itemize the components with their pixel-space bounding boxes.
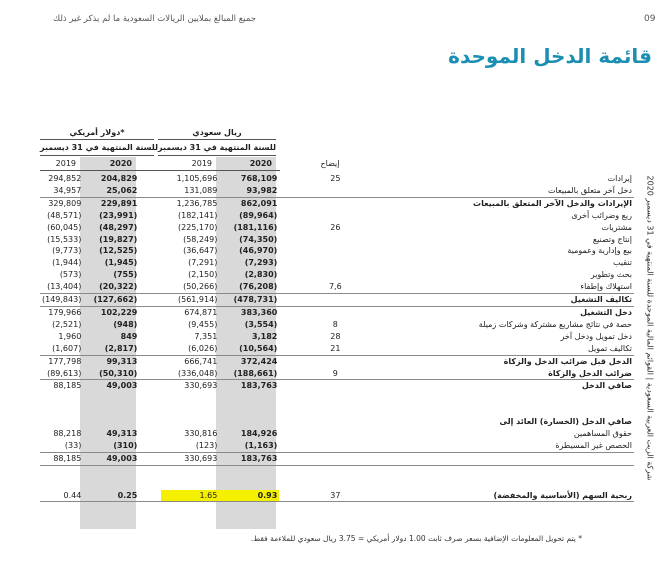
usd-2019-cell: 34,957 bbox=[40, 185, 83, 197]
usd-2020-cell: (23,991) bbox=[99, 210, 138, 220]
spacer bbox=[279, 416, 303, 428]
usd-2019-cell: 1,960 bbox=[58, 331, 82, 341]
note-cell bbox=[303, 306, 367, 318]
spacer bbox=[139, 452, 161, 465]
table-row bbox=[40, 368, 634, 380]
spacer bbox=[139, 234, 161, 246]
spacer bbox=[279, 173, 303, 185]
usd-2020-cell: 49,003 bbox=[106, 381, 138, 391]
spacer bbox=[279, 440, 303, 452]
sar-2020-cell bbox=[219, 465, 279, 477]
table-row bbox=[40, 319, 634, 331]
sar-2020-cell: (46,970) bbox=[239, 246, 278, 256]
sar-2019-cell: (336,048) bbox=[161, 368, 219, 380]
usd-2020-cell: (310) bbox=[83, 440, 139, 452]
line-item-label: ضرائب الدخل والزكاة bbox=[367, 368, 634, 380]
usd-2020-cell: (755) bbox=[113, 270, 138, 280]
note-cell bbox=[303, 245, 367, 257]
sar-2020-cell: 372,424 bbox=[240, 356, 278, 366]
usd-2019-cell: (60,045) bbox=[47, 222, 82, 232]
spacer bbox=[279, 294, 303, 307]
spacer bbox=[139, 294, 161, 307]
spacer bbox=[139, 197, 161, 209]
note-cell bbox=[303, 440, 367, 452]
sar-2020-cell bbox=[219, 416, 279, 428]
line-item-label: دخل تمويل ودخل آخر bbox=[560, 331, 632, 341]
sar-2019-cell: 1.65 bbox=[161, 490, 219, 502]
line-item-label: تكاليف التشغيل bbox=[367, 294, 634, 307]
spacer bbox=[279, 245, 303, 257]
note-cell: 26 bbox=[330, 222, 341, 232]
table-row bbox=[40, 269, 634, 281]
line-item-label: مشتريات bbox=[601, 222, 632, 232]
usd-2020-cell bbox=[83, 416, 139, 428]
note-column-header: إيضاح bbox=[320, 159, 340, 168]
line-item-label: إنتاج وتصنيع bbox=[592, 234, 632, 244]
usd-period-rule bbox=[40, 155, 154, 156]
usd-2019-cell: 294,852 bbox=[48, 174, 82, 183]
line-item-label: ريع وضرائب أخرى bbox=[571, 210, 632, 220]
table-row bbox=[40, 197, 634, 209]
spacer bbox=[279, 368, 303, 380]
line-item-label: ربحية السهم (الأساسية والمخفضة) bbox=[367, 490, 634, 502]
sar-2019-cell bbox=[161, 478, 219, 490]
sar-2019-cell: 7,351 bbox=[194, 331, 218, 341]
sar-2020-cell: (76,208) bbox=[219, 281, 279, 293]
usd-2019-cell: (149,843) bbox=[40, 294, 83, 307]
spacer bbox=[139, 210, 161, 222]
line-item-label bbox=[367, 465, 634, 477]
usd-2019-cell: 0.44 bbox=[40, 490, 83, 502]
sar-2020-cell: (2,830) bbox=[244, 270, 278, 280]
spacer bbox=[139, 416, 161, 428]
spacer bbox=[279, 234, 303, 246]
table-row bbox=[40, 222, 634, 234]
sidebar-text: شركة الزيت العربية السعودية | القوائم المالية الموحدة للسنة المنتهية في 31 ديسمبر 2020 bbox=[645, 175, 655, 481]
usd-2019-cell: (89,613) bbox=[40, 368, 83, 380]
spacer bbox=[139, 404, 161, 416]
usd-2020-cell: 25,062 bbox=[83, 185, 139, 197]
note-cell: 25 bbox=[330, 174, 341, 183]
line-item-label: الدخل قبل ضرائب الدخل والزكاة bbox=[503, 356, 632, 366]
usd-2020-cell bbox=[83, 392, 139, 404]
usd-2020-cell: 49,313 bbox=[106, 429, 138, 438]
usd-2020-cell: (948) bbox=[113, 319, 138, 329]
sar-2020-cell: (478,731) bbox=[219, 294, 279, 307]
usd-header-rule bbox=[40, 139, 154, 140]
table-row bbox=[40, 245, 634, 257]
spacer bbox=[279, 343, 303, 355]
sar-2019-cell: (6,026) bbox=[161, 343, 219, 355]
sar-2020-cell: (188,661) bbox=[219, 368, 279, 380]
usd-2019-cell: (33) bbox=[40, 440, 83, 452]
note-cell bbox=[303, 452, 367, 465]
sar-2019-cell: 330,693 bbox=[161, 452, 219, 465]
usd-2020-cell bbox=[83, 465, 139, 477]
line-item-label: بيع وإدارية وعمومية bbox=[567, 246, 632, 256]
note-cell: 28 bbox=[330, 331, 341, 341]
spacer bbox=[139, 392, 161, 404]
sar-2020-cell: (74,350) bbox=[239, 234, 278, 244]
usd-2019-cell: 88,185 bbox=[53, 381, 82, 391]
usd-2019-cell: (9,773) bbox=[52, 246, 82, 256]
sar-2019-cell: 131,089 bbox=[161, 185, 219, 197]
table-row bbox=[40, 234, 634, 246]
usd-2020-cell: (1,945) bbox=[104, 258, 138, 268]
line-item-label bbox=[367, 404, 634, 416]
sar-2020-cell: 183,763 bbox=[240, 381, 278, 391]
sar-2020-cell: 184,926 bbox=[240, 429, 278, 438]
table-row bbox=[40, 416, 634, 428]
income-statement-table bbox=[40, 173, 634, 502]
sar-2019-cell: (58,249) bbox=[183, 234, 218, 244]
sar-2019-cell: 1,236,785 bbox=[176, 198, 218, 208]
sar-2019-cell: (7,291) bbox=[188, 258, 218, 268]
spacer bbox=[279, 281, 303, 293]
line-item-label: الإيرادات والدخل الآخر المتعلق بالمبيعات bbox=[473, 198, 632, 208]
spacer bbox=[279, 465, 303, 477]
line-item-label: الحصص غير المسيطرة bbox=[367, 440, 634, 452]
note-cell bbox=[303, 428, 367, 440]
usd-2020-cell: 204,829 bbox=[100, 174, 138, 183]
spacer bbox=[279, 222, 303, 234]
sidebar-caption bbox=[640, 108, 660, 548]
table-row bbox=[40, 210, 634, 222]
usd-2020-cell: 49,003 bbox=[83, 452, 139, 465]
sar-2019-cell: 1,105,696 bbox=[176, 174, 218, 183]
usd-group-header: دولار أمريكي* bbox=[69, 128, 125, 137]
note-cell bbox=[303, 185, 367, 197]
note-cell bbox=[303, 197, 367, 209]
spacer bbox=[279, 306, 303, 318]
sar-2020-cell: 3,182 bbox=[252, 331, 278, 341]
usd-2020-cell: (2,817) bbox=[83, 343, 139, 355]
sar-2020-cell: (181,116) bbox=[233, 222, 278, 232]
table-row bbox=[40, 173, 634, 185]
spacer bbox=[139, 355, 161, 367]
sar-2019-year: 2019 bbox=[191, 159, 212, 168]
spacer bbox=[279, 452, 303, 465]
spacer bbox=[279, 490, 303, 502]
spacer bbox=[139, 306, 161, 318]
table-row bbox=[40, 380, 634, 392]
note-cell: 7,6 bbox=[303, 281, 367, 293]
line-item-label: صافي الدخل (الخسارة) العائد إلى bbox=[499, 417, 632, 427]
sar-2019-cell bbox=[161, 465, 219, 477]
page-number: 09 bbox=[644, 14, 656, 24]
sar-2020-cell: (1,163) bbox=[219, 440, 279, 452]
note-cell bbox=[303, 404, 367, 416]
sar-2019-cell: (225,170) bbox=[178, 222, 218, 232]
spacer bbox=[139, 173, 161, 185]
usd-2020-cell: 229,891 bbox=[100, 198, 138, 208]
table-row bbox=[40, 392, 634, 404]
spacer bbox=[139, 331, 161, 343]
spacer bbox=[139, 478, 161, 490]
spacer bbox=[279, 185, 303, 197]
table-row bbox=[40, 355, 634, 367]
table-row bbox=[40, 465, 634, 477]
sar-2020-cell: 183,763 bbox=[219, 452, 279, 465]
note-cell: 21 bbox=[303, 343, 367, 355]
line-item-label: حقوق المساهمين bbox=[573, 429, 632, 438]
sar-2020-cell: 0.93 bbox=[219, 490, 279, 502]
spacer bbox=[139, 428, 161, 440]
line-item-label: استهلاك وإطفاء bbox=[367, 281, 634, 293]
usd-2019-cell bbox=[40, 478, 83, 490]
sar-2019-cell bbox=[161, 416, 219, 428]
note-cell: 37 bbox=[303, 490, 367, 502]
sar-2019-cell: (561,914) bbox=[161, 294, 219, 307]
sar-period-header: للسنة المنتهية في 31 ديسمبر bbox=[158, 143, 277, 152]
table-row bbox=[40, 490, 634, 502]
spacer bbox=[279, 257, 303, 269]
spacer bbox=[139, 490, 161, 502]
spacer bbox=[279, 380, 303, 392]
spacer bbox=[139, 222, 161, 234]
spacer bbox=[279, 319, 303, 331]
spacer bbox=[139, 465, 161, 477]
table-row bbox=[40, 452, 634, 465]
usd-2020-cell: (19,827) bbox=[99, 234, 138, 244]
note-cell bbox=[303, 294, 367, 307]
line-item-label bbox=[367, 392, 634, 404]
spacer bbox=[139, 368, 161, 380]
usd-2019-cell: 179,966 bbox=[48, 307, 82, 317]
note-cell bbox=[303, 269, 367, 281]
spacer bbox=[279, 197, 303, 209]
spacer bbox=[279, 478, 303, 490]
usd-2020-cell bbox=[83, 404, 139, 416]
table-row bbox=[40, 343, 634, 355]
sar-2019-cell bbox=[161, 404, 219, 416]
sar-2020-cell: (7,293) bbox=[244, 258, 278, 268]
line-item-label: حصة في نتائج مشاريع مشتركة وشركات زميلة bbox=[478, 319, 632, 329]
spacer bbox=[279, 404, 303, 416]
sar-2019-cell: 674,871 bbox=[184, 307, 218, 317]
usd-2020-cell: 99,313 bbox=[106, 356, 138, 366]
sar-2020-cell bbox=[219, 392, 279, 404]
usd-2019-cell bbox=[40, 416, 83, 428]
usd-2020-cell: (127,662) bbox=[83, 294, 139, 307]
table-row bbox=[40, 281, 634, 293]
line-item-label: دخل آخر متعلق بالمبيعات bbox=[367, 185, 634, 197]
usd-2019-cell bbox=[40, 404, 83, 416]
usd-2019-cell: (13,404) bbox=[40, 281, 83, 293]
note-cell bbox=[303, 392, 367, 404]
usd-2019-cell bbox=[40, 465, 83, 477]
note-cell bbox=[303, 355, 367, 367]
note-cell bbox=[303, 234, 367, 246]
usd-2020-cell: 0.25 bbox=[83, 490, 139, 502]
note-cell bbox=[303, 380, 367, 392]
usd-2020-cell: (12,525) bbox=[99, 246, 138, 256]
sar-2019-cell: (9,455) bbox=[188, 319, 218, 329]
usd-2020-cell: 102,229 bbox=[100, 307, 138, 317]
line-item-label: تكاليف تمويل bbox=[367, 343, 634, 355]
sar-group-header: ريال سعودي bbox=[192, 128, 242, 137]
sar-2019-cell: (36,647) bbox=[183, 246, 218, 256]
note-cell bbox=[303, 257, 367, 269]
usd-2019-year: 2019 bbox=[55, 159, 76, 168]
line-item-label: إيرادات bbox=[607, 174, 632, 183]
table-row bbox=[40, 404, 634, 416]
spacer bbox=[139, 281, 161, 293]
spacer bbox=[139, 245, 161, 257]
note-cell bbox=[303, 416, 367, 428]
sar-2019-cell: 666,741 bbox=[184, 356, 218, 366]
sar-2020-cell: (89,964) bbox=[239, 210, 278, 220]
sar-2020-cell bbox=[219, 404, 279, 416]
sar-2020-cell: 383,360 bbox=[240, 307, 278, 317]
footnote: * يتم تحويل المعلومات الإضافية بسعر صرف ثابت 1.00 دولار أمريكي = 3.75 ريال سعودي للملاءمة فقط. bbox=[250, 534, 582, 543]
page-title: قائمة الدخل الموحدة bbox=[448, 44, 652, 68]
usd-2019-cell: (15,533) bbox=[47, 234, 82, 244]
spacer bbox=[279, 269, 303, 281]
table-row bbox=[40, 306, 634, 318]
usd-2020-cell: (50,310) bbox=[83, 368, 139, 380]
usd-2019-cell: (573) bbox=[59, 270, 82, 280]
sar-2020-cell bbox=[219, 478, 279, 490]
line-item-label: بحث وتطوير bbox=[590, 270, 632, 280]
table-row bbox=[40, 440, 634, 452]
spacer bbox=[279, 355, 303, 367]
spacer bbox=[139, 440, 161, 452]
sar-2020-cell: 768,109 bbox=[240, 174, 278, 183]
sar-2019-cell: (123) bbox=[161, 440, 219, 452]
usd-2019-cell: 177,798 bbox=[48, 356, 82, 366]
spacer bbox=[139, 269, 161, 281]
spacer bbox=[139, 343, 161, 355]
sar-2019-cell: (2,150) bbox=[188, 270, 218, 280]
line-item-label bbox=[367, 478, 634, 490]
usd-2019-cell: 329,809 bbox=[48, 198, 82, 208]
line-item-label bbox=[367, 452, 634, 465]
usd-2020-cell bbox=[83, 478, 139, 490]
note-cell bbox=[303, 210, 367, 222]
sar-2020-cell: 93,982 bbox=[219, 185, 279, 197]
usd-2019-cell bbox=[40, 392, 83, 404]
note-cell: 9 bbox=[303, 368, 367, 380]
sar-2019-cell: 330,816 bbox=[184, 429, 218, 438]
spacer bbox=[279, 392, 303, 404]
sar-period-rule bbox=[158, 155, 276, 156]
sar-2020-cell: (3,554) bbox=[244, 319, 278, 329]
usd-2020-cell: (48,297) bbox=[99, 222, 138, 232]
usd-2020-cell: (20,322) bbox=[83, 281, 139, 293]
usd-2019-cell: (1,944) bbox=[52, 258, 82, 268]
usd-2020-year: 2020 bbox=[109, 159, 132, 168]
usd-2019-cell: (2,521) bbox=[52, 319, 82, 329]
note-cell bbox=[303, 465, 367, 477]
year-header-rule bbox=[40, 170, 280, 171]
table-row bbox=[40, 331, 634, 343]
line-item-label: صافي الدخل bbox=[581, 381, 632, 391]
spacer bbox=[139, 319, 161, 331]
table-row bbox=[40, 428, 634, 440]
usd-period-header: للسنة المنتهية في 31 ديسمبر bbox=[40, 143, 159, 152]
table-row bbox=[40, 294, 634, 307]
line-item-label: دخل التشغيل bbox=[580, 307, 632, 317]
sar-2019-cell: (50,266) bbox=[161, 281, 219, 293]
spacer bbox=[279, 428, 303, 440]
table-row bbox=[40, 185, 634, 197]
spacer bbox=[279, 331, 303, 343]
header-note: جميع المبالغ بملايين الريالات السعودية ما لم يذكر غير ذلك bbox=[53, 14, 256, 24]
usd-2019-cell: (1,607) bbox=[40, 343, 83, 355]
usd-2019-cell: 88,218 bbox=[53, 429, 82, 438]
table-row bbox=[40, 257, 634, 269]
note-cell bbox=[303, 478, 367, 490]
spacer bbox=[139, 380, 161, 392]
sar-2020-cell: 862,091 bbox=[240, 198, 278, 208]
note-cell: 8 bbox=[332, 319, 338, 329]
sar-2020-year: 2020 bbox=[249, 159, 272, 168]
sar-2019-cell: 330,693 bbox=[184, 381, 218, 391]
usd-2020-cell: 849 bbox=[120, 331, 138, 341]
spacer bbox=[279, 210, 303, 222]
usd-2019-cell: (48,571) bbox=[47, 210, 82, 220]
spacer bbox=[139, 185, 161, 197]
line-item-label: تنقيب bbox=[613, 258, 632, 268]
sar-header-rule bbox=[158, 139, 276, 140]
usd-2019-cell: 88,185 bbox=[40, 452, 83, 465]
sar-2019-cell bbox=[161, 392, 219, 404]
sar-2020-cell: (10,564) bbox=[219, 343, 279, 355]
table-row bbox=[40, 478, 634, 490]
sar-2019-cell: (182,141) bbox=[178, 210, 218, 220]
spacer bbox=[139, 257, 161, 269]
